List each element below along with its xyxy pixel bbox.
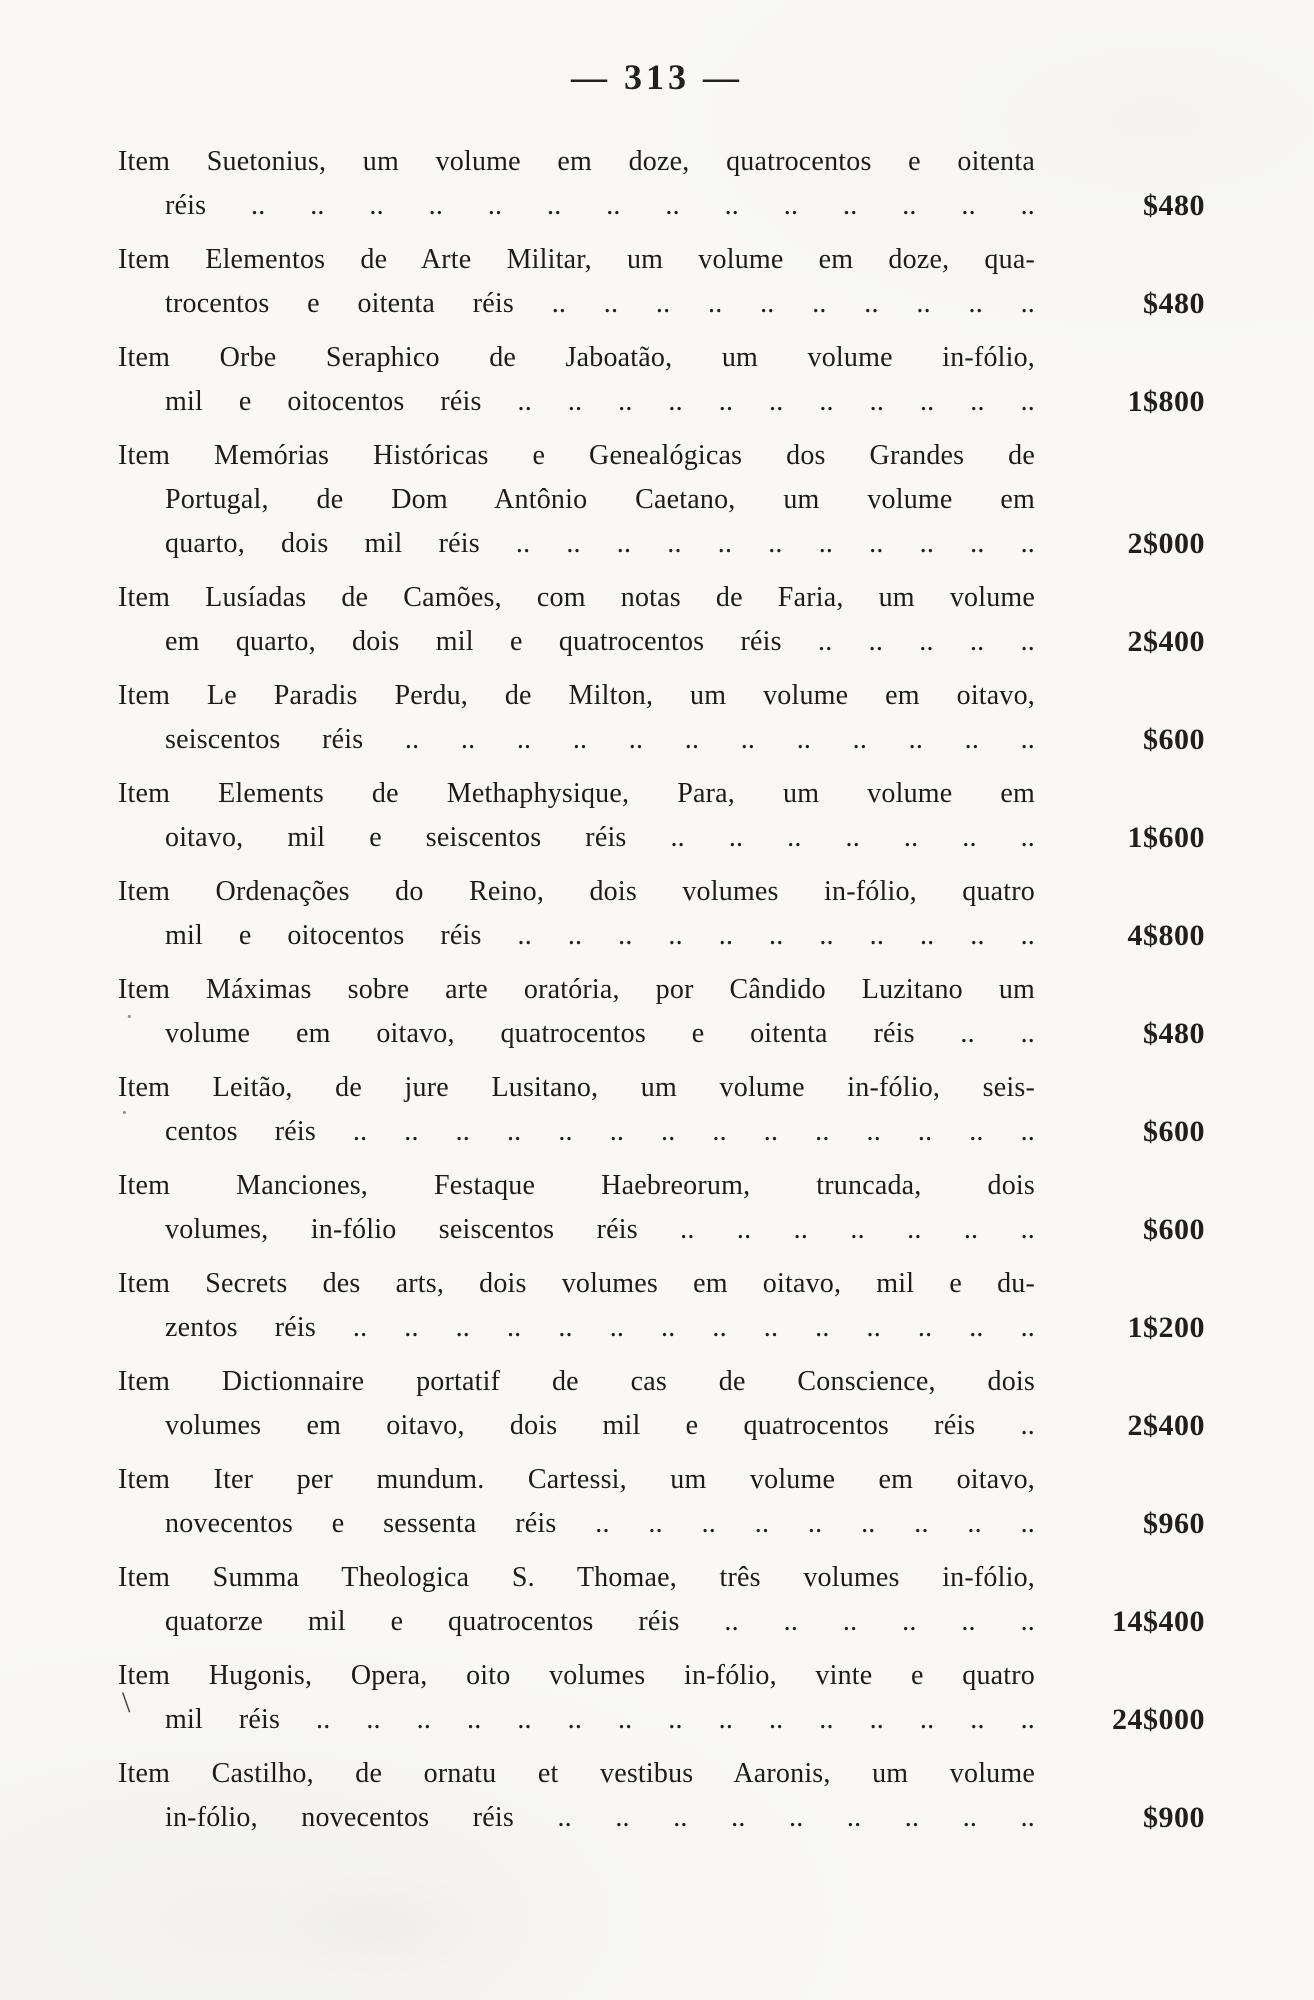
- catalog-entry: [118, 1066, 1205, 1154]
- catalog-entry: [118, 870, 1205, 958]
- scan-smudge: [220, 1850, 540, 2000]
- entry-line: Item Orbe Seraphico de Jaboatão, um volume in-fólio,: [118, 342, 1035, 373]
- scan-artifact-mark: ·: [125, 1002, 134, 1031]
- entry-price: 14$400: [1112, 1605, 1205, 1638]
- entry-price: 2$400: [1127, 1409, 1205, 1442]
- entry-line: centos réis .. .. .. .. .. .. .. .. .. .. .. .. .. ..: [165, 1116, 1035, 1147]
- catalog-entry: [118, 434, 1205, 566]
- catalog-entries-list: [118, 140, 1205, 1850]
- entry-line: Item Memórias Históricas e Genealógicas dos Grandes de: [118, 440, 1035, 471]
- entry-price: 2$400: [1127, 625, 1205, 658]
- entry-line: Item Le Paradis Perdu, de Milton, um volume em oitavo,: [118, 680, 1035, 711]
- entry-line: Item Elementos de Arte Militar, um volume em doze, qua-: [118, 244, 1035, 275]
- entry-line: Item Leitão, de jure Lusitano, um volume in-fólio, seis-: [118, 1072, 1035, 1103]
- catalog-entry: [118, 238, 1205, 326]
- catalog-entry: [118, 1556, 1205, 1644]
- entry-line: Item Máximas sobre arte oratória, por Cândido Luzitano um: [118, 974, 1035, 1005]
- page-number: — 313 —: [571, 57, 743, 97]
- entry-line: Item Lusíadas de Camões, com notas de Faria, um volume: [118, 582, 1035, 613]
- entry-price: 1$600: [1127, 821, 1205, 854]
- catalog-entry: [118, 1654, 1205, 1742]
- catalog-entry: [118, 772, 1205, 860]
- scan-artifact-mark: ·: [120, 1098, 129, 1127]
- entry-line: zentos réis .. .. .. .. .. .. .. .. .. .. .. .. .. ..: [165, 1312, 1035, 1343]
- entry-line: Item Secrets des arts, dois volumes em oitavo, mil e du-: [118, 1268, 1035, 1299]
- entry-price: 1$200: [1127, 1311, 1205, 1344]
- entry-price: $480: [1143, 1017, 1205, 1050]
- entry-line: Item Dictionnaire portatif de cas de Conscience, dois: [118, 1366, 1035, 1397]
- catalog-entry: [118, 336, 1205, 424]
- catalog-entry: [118, 674, 1205, 762]
- catalog-entry: [118, 1360, 1205, 1448]
- entry-line: Item Suetonius, um volume em doze, quatrocentos e oitenta: [118, 146, 1035, 177]
- catalog-entry: [118, 968, 1205, 1056]
- entry-price: 1$800: [1127, 385, 1205, 418]
- entry-line: Item Hugonis, Opera, oito volumes in-fólio, vinte e quatro: [118, 1660, 1035, 1691]
- entry-price: 24$000: [1112, 1703, 1205, 1736]
- catalog-entry: [118, 140, 1205, 228]
- scan-artifact-mark: \: [122, 1686, 131, 1719]
- entry-line: volume em oitavo, quatrocentos e oitenta réis .. ..: [165, 1018, 1035, 1049]
- entry-price: 2$000: [1127, 527, 1205, 560]
- entry-line: volumes, in-fólio seiscentos réis .. .. .. .. .. .. ..: [165, 1214, 1035, 1245]
- entry-price: 4$800: [1127, 919, 1205, 952]
- entry-line: volumes em oitavo, dois mil e quatrocentos réis ..: [165, 1410, 1035, 1441]
- entry-line: oitavo, mil e seiscentos réis .. .. .. .. .. .. ..: [165, 822, 1035, 853]
- catalog-entry: [118, 1164, 1205, 1252]
- entry-line: Item Manciones, Festaque Haebreorum, truncada, dois: [118, 1170, 1035, 1201]
- entry-price: $600: [1143, 723, 1205, 756]
- entry-price: $480: [1143, 189, 1205, 222]
- entry-line: réis .. .. .. .. .. .. .. .. .. .. .. .. .. ..: [165, 190, 1035, 221]
- entry-line: trocentos e oitenta réis .. .. .. .. .. .. .. .. .. ..: [165, 288, 1035, 319]
- catalog-entry: [118, 1262, 1205, 1350]
- entry-price: $600: [1143, 1213, 1205, 1246]
- entry-line: mil réis .. .. .. .. .. .. .. .. .. .. .. .. .. .. ..: [165, 1704, 1035, 1735]
- entry-line: mil e oitocentos réis .. .. .. .. .. .. .. .. .. .. ..: [165, 920, 1035, 951]
- entry-line: Item Summa Theologica S. Thomae, três volumes in-fólio,: [118, 1562, 1035, 1593]
- entry-price: $480: [1143, 287, 1205, 320]
- entry-line: Item Elements de Methaphysique, Para, um volume em: [118, 778, 1035, 809]
- catalog-entry: [118, 1458, 1205, 1546]
- entry-line: Item Ordenações do Reino, dois volumes in-fólio, quatro: [118, 876, 1035, 907]
- catalog-entry: [118, 576, 1205, 664]
- entry-price: $600: [1143, 1115, 1205, 1148]
- entry-line: Item Iter per mundum. Cartessi, um volume em oitavo,: [118, 1464, 1035, 1495]
- entry-line: quatorze mil e quatrocentos réis .. .. .. .. .. ..: [165, 1606, 1035, 1637]
- catalog-entry: [118, 1752, 1205, 1840]
- entry-line: in-fólio, novecentos réis .. .. .. .. .. .. .. .. ..: [165, 1802, 1035, 1833]
- entry-line: em quarto, dois mil e quatrocentos réis .. .. .. .. ..: [165, 626, 1035, 657]
- entry-line: quarto, dois mil réis .. .. .. .. .. .. .. .. .. .. ..: [165, 528, 1035, 559]
- entry-line: mil e oitocentos réis .. .. .. .. .. .. .. .. .. .. ..: [165, 386, 1035, 417]
- entry-price: $960: [1143, 1507, 1205, 1540]
- entry-price: $900: [1143, 1801, 1205, 1834]
- entry-line: Portugal, de Dom Antônio Caetano, um volume em: [165, 484, 1035, 515]
- entry-line: Item Castilho, de ornatu et vestibus Aaronis, um volume: [118, 1758, 1035, 1789]
- entry-line: seiscentos réis .. .. .. .. .. .. .. .. .. .. .. ..: [165, 724, 1035, 755]
- entry-line: novecentos e sessenta réis .. .. .. .. .. .. .. .. ..: [165, 1508, 1035, 1539]
